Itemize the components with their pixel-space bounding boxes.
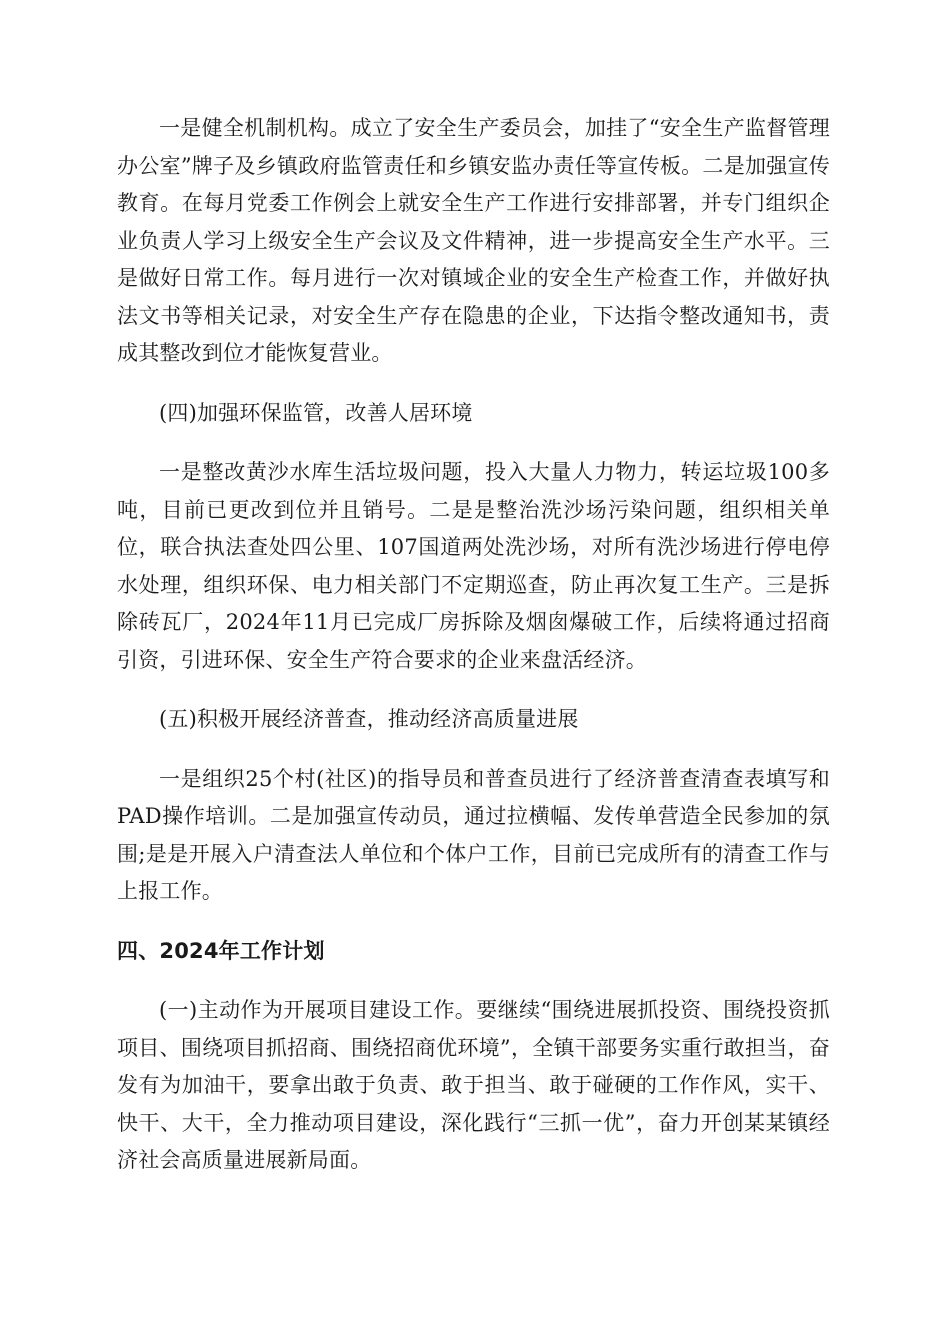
paragraph-project-construction: (一)主动作为开展项目建设工作。要继续“围绕进展抓投资、围绕投资抓项目、围绕项目抓招商、围绕招商优环境”，全镇干部要务实重行敢担当，奋发有为加油干，要拿出敢于负责、敢于担当、敢于碰硬的工作作风，实干、快干、大干，全力推动项目建设，深化践行“三抓一优”，奋力开创某某镇经济社会高质量进展新局面。 (117, 998, 830, 1172)
paragraph-safety-measures: 一是健全机制机构。成立了安全生产委员会，加挂了“安全生产监督管理办公室”牌子及乡镇政府监管责任和乡镇安监办责任等宣传板。二是加强宣传教育。在每月党委工作例会上就安全生产工作进行安排部署，并专门组织企业负责人学习上级安全生产会议及文件精神，进一步提高安全生产水平。三是做好日常工作。每月进行一次对镇域企业的安全生产检查工作，并做好执法文书等相关记录，对安全生产存在隐患的企业，下达指令整改通知书，责成其整改到位才能恢复营业。 (117, 116, 830, 365)
paragraph-environment-measures: 一是整改黄沙水库生活垃圾问题，投入大量人力物力，转运垃圾100多吨，目前已更改到位并且销号。二是是整治洗沙场污染问题，组织相关单位，联合执法查处四公里、107国道两处洗沙场，对所有洗沙场进行停电停水处理，组织环保、电力相关部门不定期巡查，防止再次复工生产。三是拆除砖瓦厂，2024年11月已完成厂房拆除及烟囱爆破工作，后续将通过招商引资，引进环保、安全生产符合要求的企业来盘活经济。 (117, 460, 830, 672)
document-body (117, 110, 830, 1202)
subheading-economic-census: (五)积极开展经济普查，推动经济高质量进展 (159, 707, 579, 731)
subheading-environment: (四)加强环保监管，改善人居环境 (159, 400, 473, 425)
paragraph-economic-census: 一是组织25个村(社区)的指导员和普查员进行了经济普查清查表填写和PAD操作培训。二是加强宣传动员，通过拉横幅、发传单营造全民参加的氛围;是是开展入户清查法人单位和个体户工作，目前已完成所有的清查工作与上报工作。 (117, 766, 830, 903)
section-heading-work-plan: 四、2024年工作计划 (117, 938, 325, 963)
